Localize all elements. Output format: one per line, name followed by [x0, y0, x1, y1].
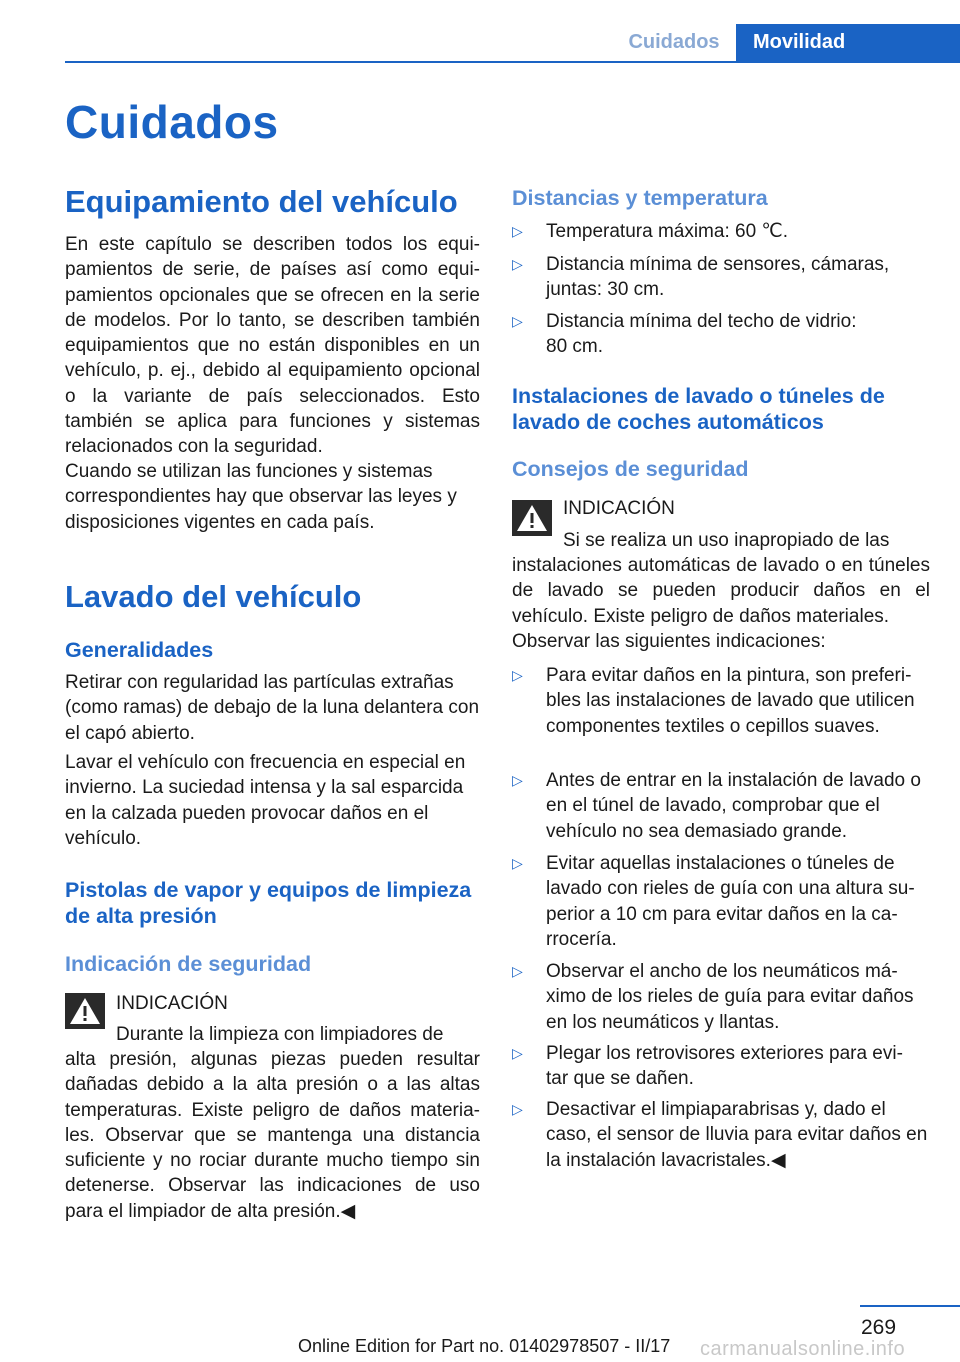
warning-body: instalaciones automáticas de lavado o en túneles de lavado se pueden producir daños en el vehículo. Existe peligro de daños materiales.	[512, 555, 930, 627]
equip-body-1: En este capítulo se describen todos los equipamientos de serie, de países así como equipamientos opcionales que se ofrecen en la serie de modelos. Por lo tanto, se describen también equipamientos que no están disponibles en un vehículo, p. ej., debido al equipamiento opcional o la variante de país seleccionados. Esto también se aplica para funciones y sistemas relacionados con la seguridad.	[65, 234, 480, 458]
dist-heading: Distancias y temperatura	[512, 186, 768, 210]
page-title: Cuidados	[65, 96, 279, 148]
header-tab-movilidad: Movilidad	[736, 24, 960, 61]
footer-rule	[860, 1305, 960, 1307]
list-item: ▷ Observar el ancho de los neumáticos máximo de los rieles de guía para evitar daños en los neumáticos y llantas.	[512, 961, 914, 1033]
warning-first-line: Si se realiza un uso inapropiado de las	[563, 530, 890, 551]
general-body-1: Retirar con regularidad las partículas extrañas (como ramas) de debajo de la luna delantera con el capó abierto.	[65, 672, 480, 744]
list-item: ▷ Plegar los retrovisores exteriores para evitar que se dañen.	[512, 1043, 903, 1090]
pistolas-heading: Pistolas de vapor y equipos de limpieza de alta presión	[65, 878, 472, 928]
list-item: ▷ Para evitar daños en la pintura, son preferibles las instalaciones de lavado que utilicen componentes textiles o cepillos suaves.	[512, 665, 915, 737]
triangle-bullet-icon: ▷	[512, 963, 523, 979]
general-heading: Generalidades	[65, 638, 214, 662]
consejos-heading: Consejos de seguridad	[512, 457, 749, 481]
triangle-bullet-icon: ▷	[512, 772, 523, 788]
equip-body-2: Cuando se utilizan las funciones y sistemas correspondientes hay que observar las leyes y disposiciones vigentes en cada país.	[65, 461, 457, 533]
watermark: carmanualsonline.info	[700, 1338, 906, 1360]
header-tab-cuidados: Cuidados	[628, 31, 720, 53]
list-item: ▷ Evitar aquellas instalaciones o túneles de lavado con rieles de guía con una altura superior a 10 cm para evitar daños en la carrocería.	[512, 853, 915, 950]
list-item: ▷ Distancia mínima del techo de vidrio: 80 cm.	[512, 311, 857, 358]
triangle-bullet-icon: ▷	[512, 667, 523, 683]
general-body-2: Lavar el vehículo con frecuencia en especial en invierno. La suciedad intensa y la sal esparcida en la calzada pueden provocar daños en el vehículo.	[65, 752, 466, 849]
list-item: ▷ Distancia mínima de sensores, cámaras, juntas: 30 cm.	[512, 254, 890, 301]
header-rule	[65, 61, 960, 63]
list-item: ▷ Antes de entrar en la instalación de lavado o en el túnel de lavado, comprobar que el vehículo no sea demasiado grande.	[512, 770, 921, 842]
triangle-bullet-icon: ▷	[512, 1101, 523, 1117]
warning-triangle-icon	[512, 500, 552, 536]
warning-label: INDICACIÓN	[116, 993, 228, 1014]
warning-triangle-icon	[65, 993, 105, 1029]
list-item: ▷ Temperatura máxima: 60 ℃.	[512, 219, 930, 244]
footer-edition: Online Edition for Part no. 01402978507 - II/17	[298, 1336, 671, 1356]
triangle-bullet-icon: ▷	[512, 1045, 523, 1061]
wash-heading: Lavado del vehículo	[65, 579, 362, 614]
safety-heading: Indicación de seguridad	[65, 952, 312, 976]
equip-heading: Equipamiento del vehículo	[65, 184, 458, 219]
triangle-bullet-icon: ▷	[512, 855, 523, 871]
observe-line: Observar las siguientes indicaciones:	[512, 631, 826, 652]
triangle-bullet-icon: ▷	[512, 313, 523, 329]
warning-first-line: Durante la limpieza con limpiadores de	[116, 1024, 444, 1045]
triangle-bullet-icon: ▷	[512, 223, 523, 239]
list-item: ▷ Desactivar el limpiaparabrisas y, dado el caso, el sensor de lluvia para evitar daños en la instalación lavacristales.◀	[512, 1099, 928, 1171]
warning-body: alta presión, algunas piezas pueden resultar dañadas debido a la alta presión o a las altas temperaturas. Existe peligro de daños materiales. Observar que se mantenga una distancia suficiente y no rociar durante mucho tiempo sin detenerse. Observar las indicaciones de uso para el limpiador de alta presión.◀	[65, 1049, 480, 1222]
triangle-bullet-icon: ▷	[512, 256, 523, 272]
page-number: 269	[861, 1316, 897, 1339]
install-heading: Instalaciones de lavado o túneles de lavado de coches automáticos	[512, 384, 885, 434]
warning-label: INDICACIÓN	[563, 498, 675, 519]
